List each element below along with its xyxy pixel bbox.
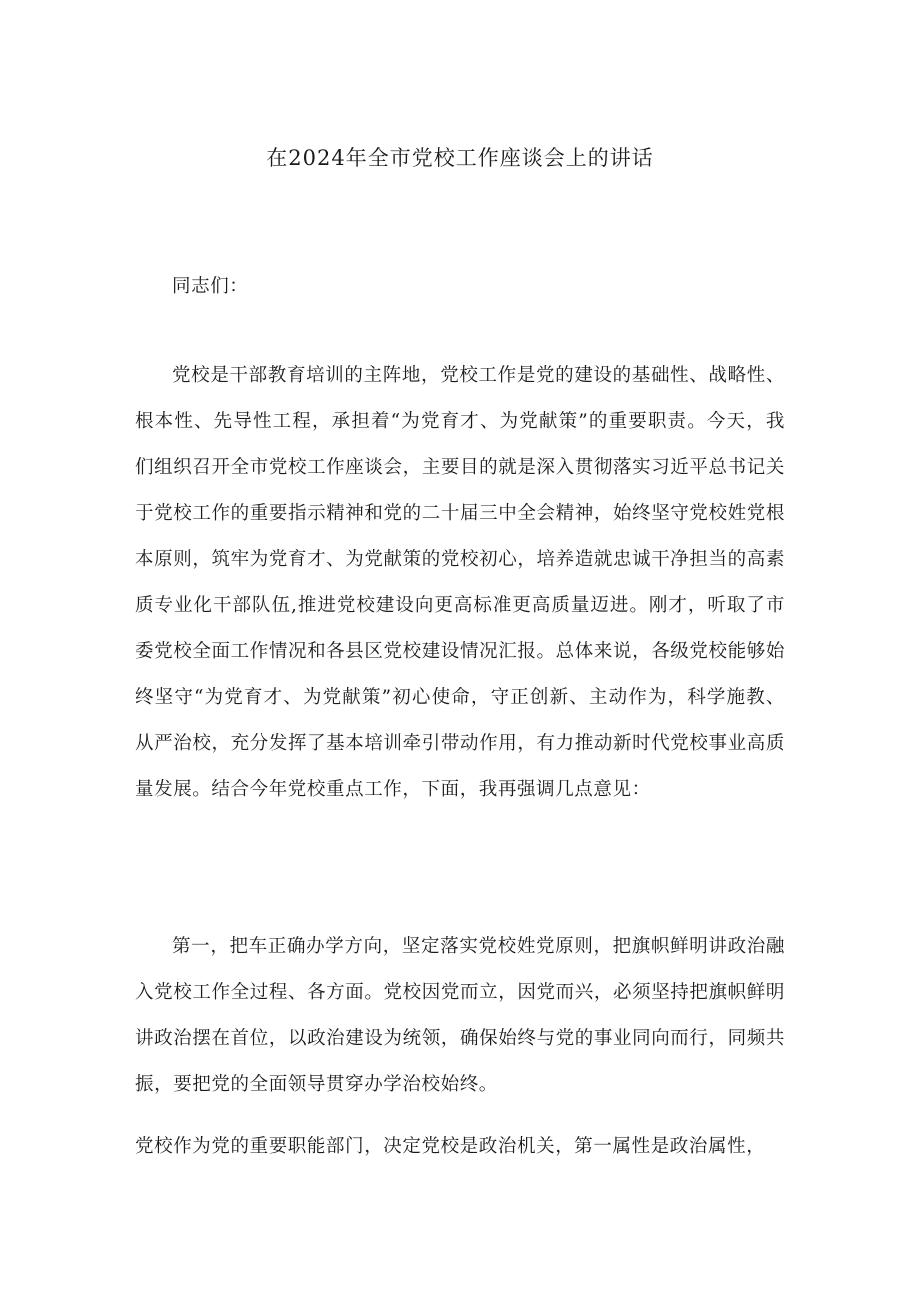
paragraph-intro: 党校是干部教育培训的主阵地，党校工作是党的建设的基础性、战略性、根本性、先导性工程，承担着“为党育才、为党献策”的重要职责。今天，我们组织召开全市党校工作座谈会，主要目的就是深入贯彻落实习近平总书记关于党校工作的重要指示精神和党的二十届三中全会精神，始终坚守党校姓党根本原则，筑牢为党育才、为党献策的党校初心，培养造就忠诚干净担当的高素质专业化干部队伍,推进党校建设向更高标准更高质量迈进。刚才，听取了市委党校全面工作情况和各县区党校建设情况汇报。总体来说，各级党校能够始终坚守“为党育才、为党献策”初心使命，守正创新、主动作为，科学施教、从严治校，充分发挥了基本培训牵引带动作用，有力推动新时代党校事业高质量发展。结合今年党校重点工作，下面，我再强调几点意见： — [135, 365, 785, 800]
salutation: 同志们： — [172, 276, 249, 297]
paragraph-continuation: 党校作为党的重要职能部门，决定党校是政治机关，第一属性是政治属性， — [135, 1136, 766, 1157]
paragraph-point-one: 第一，把车正确办学方向，坚定落实党校姓党原则，把旗帜鲜明讲政治融入党校工作全过程、各方面。党校因党而立，因党而兴，必须坚持把旗帜鲜明讲政治摆在首位，以政治建设为统领，确保始终与党的事业同向而行，同频共振，要把党的全面领导贯穿办学治校始终。 — [135, 936, 785, 1095]
document-title: 在2024年全市党校工作座谈会上的讲话 — [266, 146, 654, 170]
